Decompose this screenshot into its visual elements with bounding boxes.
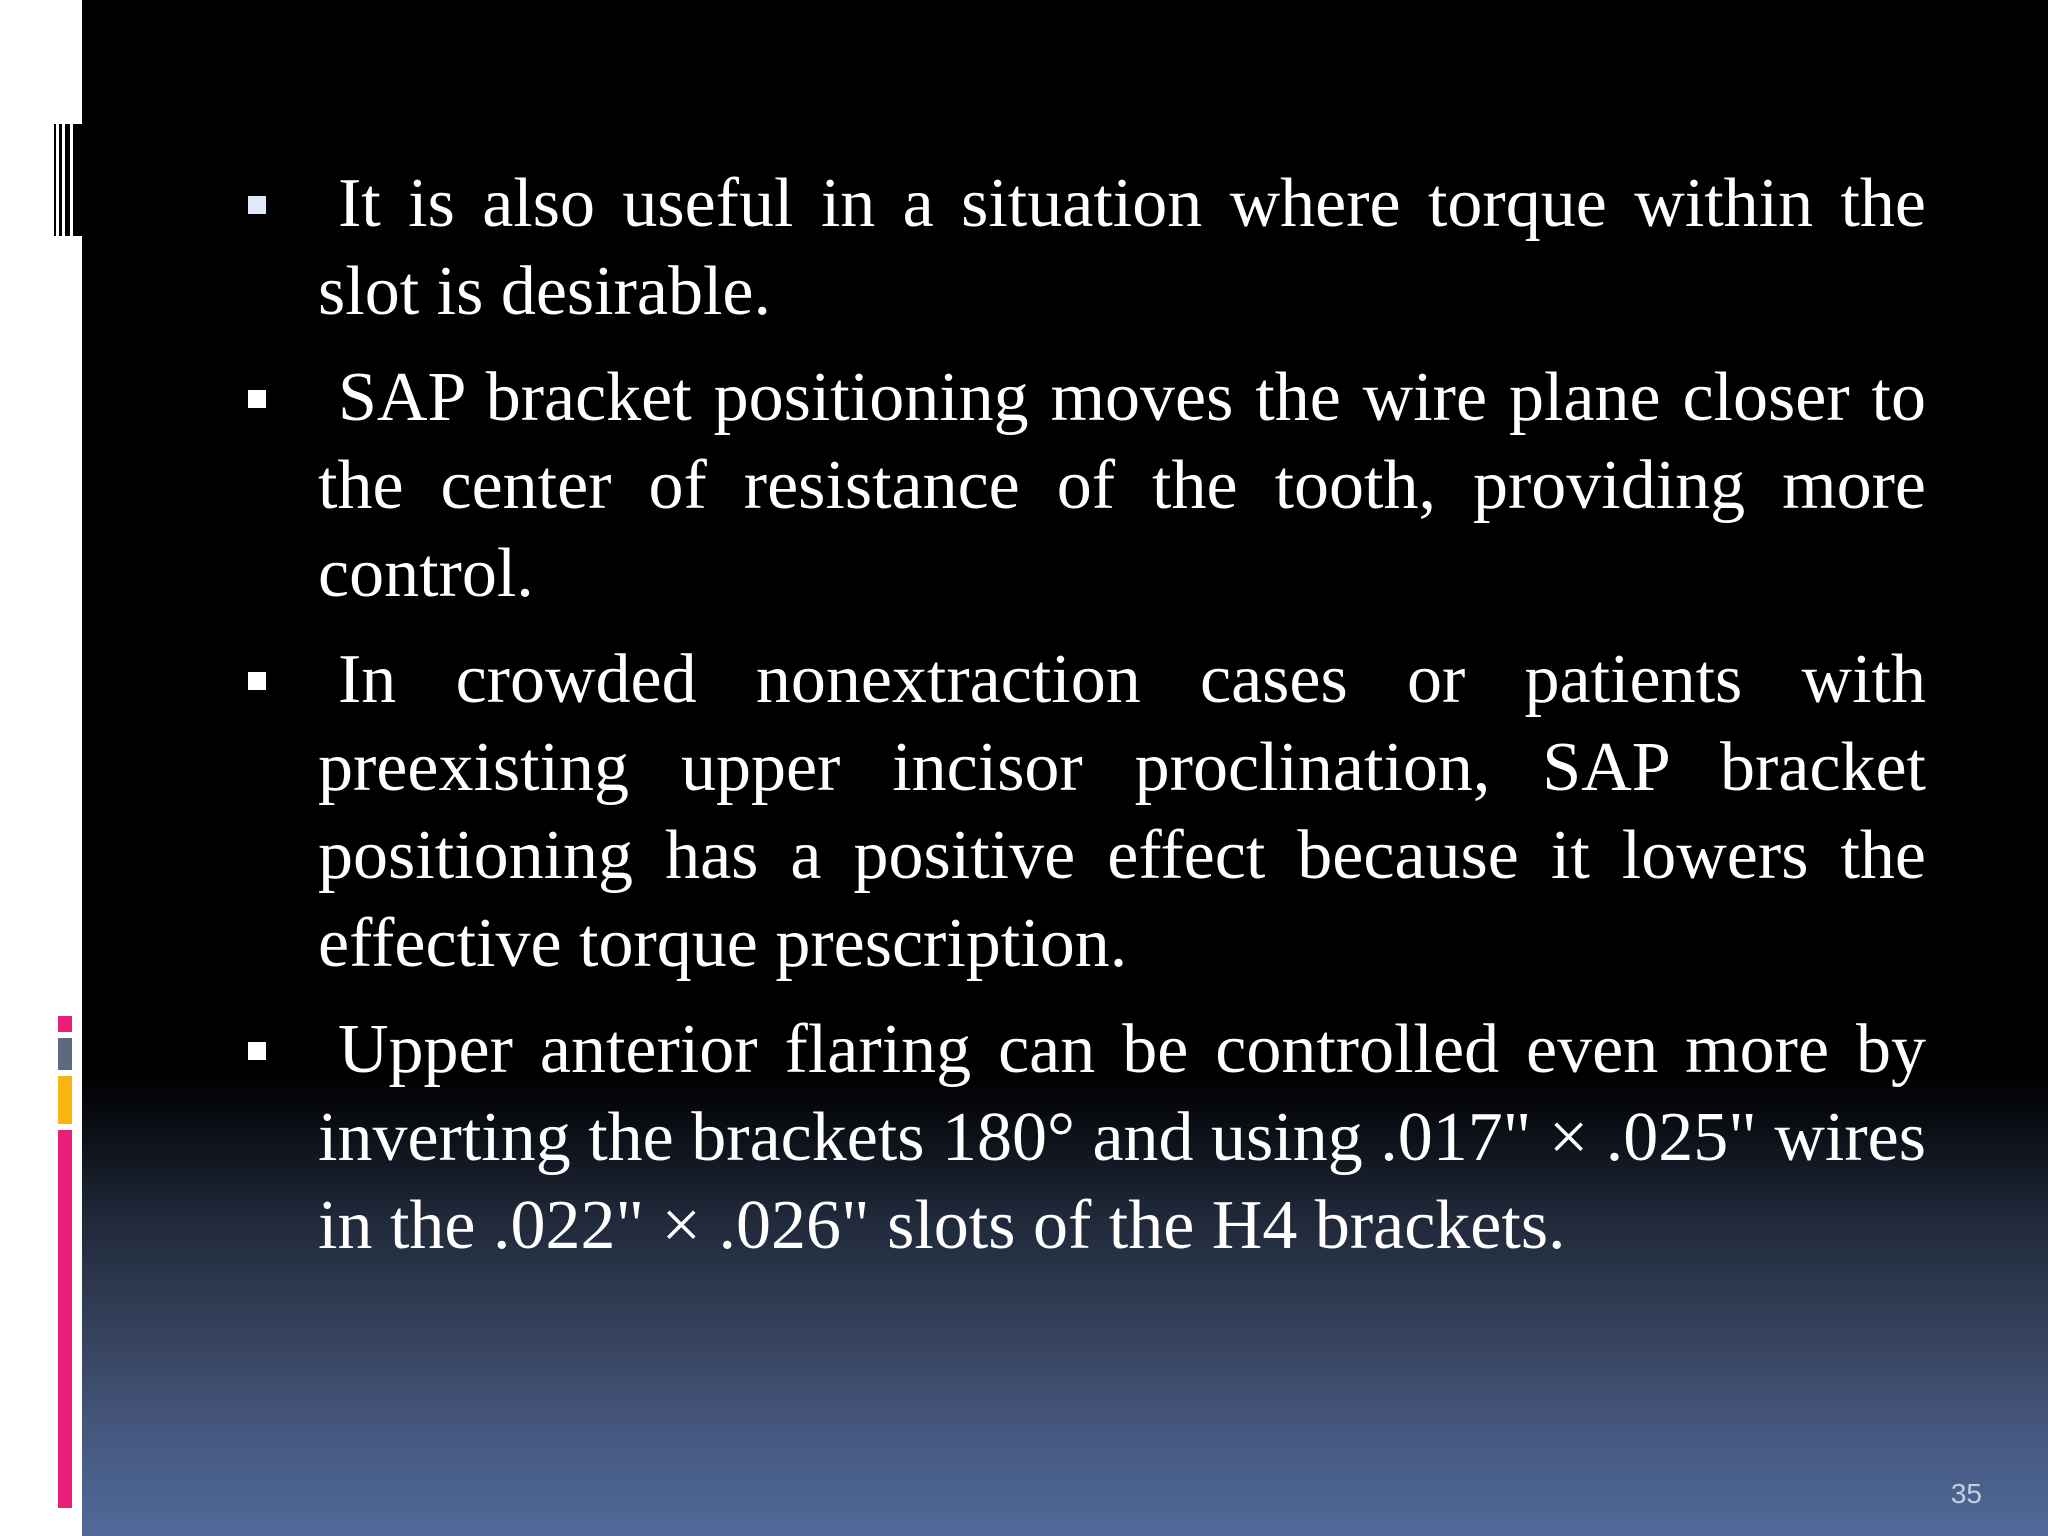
bullet-text: SAP bracket positioning moves the wire plane closer to the center of resistance of the tooth, providing more control. — [318, 359, 1926, 612]
accent-stripe-gray — [58, 1038, 72, 1070]
decorative-bar — [73, 124, 82, 236]
bullet-text: It is also useful in a situation where torque within the slot is desirable. — [318, 165, 1926, 330]
accent-stripe-pink-long — [58, 1130, 72, 1508]
square-bullet-icon — [248, 672, 266, 690]
bullet-text: In crowded nonextraction cases or patients with preexisting upper incisor proclination, SAP bracket positioning has a positive effect because it lowers the effective torque prescription. — [318, 641, 1926, 982]
square-bullet-icon — [248, 196, 266, 214]
decorative-bar — [65, 124, 70, 236]
bullet-item — [240, 160, 1926, 336]
accent-stripe-yellow — [58, 1076, 72, 1124]
bullet-item — [240, 636, 1926, 988]
bullet-item — [240, 1006, 1926, 1270]
accent-stripe-pink-small — [58, 1016, 72, 1032]
bullet-list — [240, 160, 1926, 1288]
slide-number: 35 — [1950, 1478, 1982, 1509]
square-bullet-icon — [248, 1042, 266, 1060]
decorative-bar — [54, 124, 56, 236]
bullet-item — [240, 354, 1926, 618]
decorative-bar — [59, 124, 62, 236]
bullet-text: Upper anterior flaring can be controlled even more by inverting the brackets 180° and using .017" × .025" wires in the .022" × .026" slots of the H4 brackets. — [318, 1011, 1926, 1264]
decorative-bars — [48, 124, 82, 236]
square-bullet-icon — [248, 390, 266, 408]
